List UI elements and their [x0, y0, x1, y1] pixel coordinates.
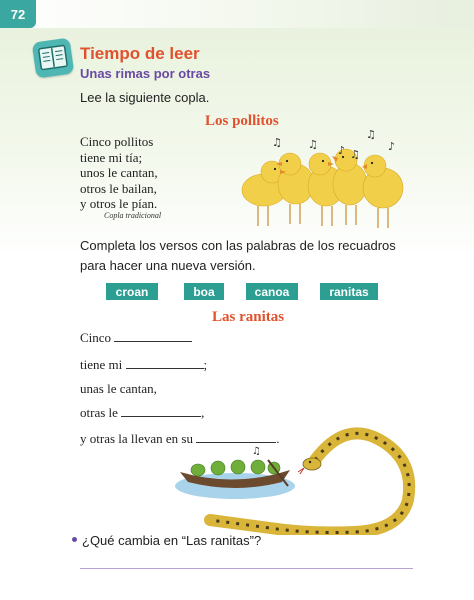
poem-line: Cinco pollitos: [80, 134, 154, 149]
verse-punctuation: ,: [201, 405, 205, 420]
word-box-canoa: canoa: [246, 283, 298, 300]
blank-line[interactable]: [114, 340, 192, 342]
verse-punctuation: ;: [203, 357, 208, 372]
poem-title: Los pollitos: [205, 113, 279, 129]
verse-text: y otras la llevan en su: [80, 431, 193, 446]
book-icon: [32, 38, 75, 79]
instruction-line-2: para hacer una nueva versión.: [80, 258, 256, 273]
poem-line: unos le cantan,: [80, 165, 158, 180]
verse-line-3: unas le cantan,: [80, 381, 157, 396]
verse-text: tiene mi: [80, 357, 123, 372]
verse-line-2: [80, 357, 207, 373]
question-bullet: [72, 537, 77, 542]
svg-text:♫: ♫: [252, 446, 261, 457]
intro-text: Lee la siguiente copla.: [80, 90, 210, 105]
page-header-bar: [0, 0, 474, 28]
new-poem-title: Las ranitas: [212, 309, 285, 325]
section-subtitle: Unas rimas por otras: [80, 66, 211, 81]
verse-line-4: [80, 405, 204, 421]
svg-text:♫: ♫: [272, 136, 282, 149]
word-box-croan: croan: [106, 283, 158, 300]
svg-text:♫: ♫: [350, 148, 360, 161]
answer-line[interactable]: [80, 568, 413, 569]
poem-line: tiene mi tía;: [80, 149, 143, 165]
verse-text: otras le: [80, 405, 118, 420]
verse-line-1: [80, 330, 192, 346]
svg-text:♪: ♪: [338, 144, 346, 157]
frogs-and-snake-illustration: [170, 420, 420, 535]
svg-text:♫: ♫: [366, 128, 376, 141]
blank-line[interactable]: [126, 367, 204, 369]
verse-text: Cinco: [80, 330, 112, 345]
chicks-illustration: [238, 122, 413, 232]
page-number: 72: [0, 0, 36, 28]
poem-line: y otros le pían.: [80, 196, 158, 211]
word-box-ranitas: ranitas: [320, 283, 378, 300]
instruction-line-1: Completa los versos con las palabras de los recuadros: [80, 238, 396, 253]
poem-source: Copla tradicional: [104, 211, 162, 220]
poem-line: otros le bailan,: [80, 180, 157, 196]
section-title: Tiempo de leer: [80, 44, 200, 63]
word-box-boa: boa: [184, 283, 224, 300]
question-text: ¿Qué cambia en “Las ranitas”?: [82, 533, 262, 548]
verse-punctuation: .: [276, 431, 280, 446]
blank-line[interactable]: [121, 415, 201, 417]
svg-text:♪: ♪: [388, 140, 396, 153]
svg-text:♫: ♫: [308, 138, 318, 151]
poem: [80, 134, 158, 212]
